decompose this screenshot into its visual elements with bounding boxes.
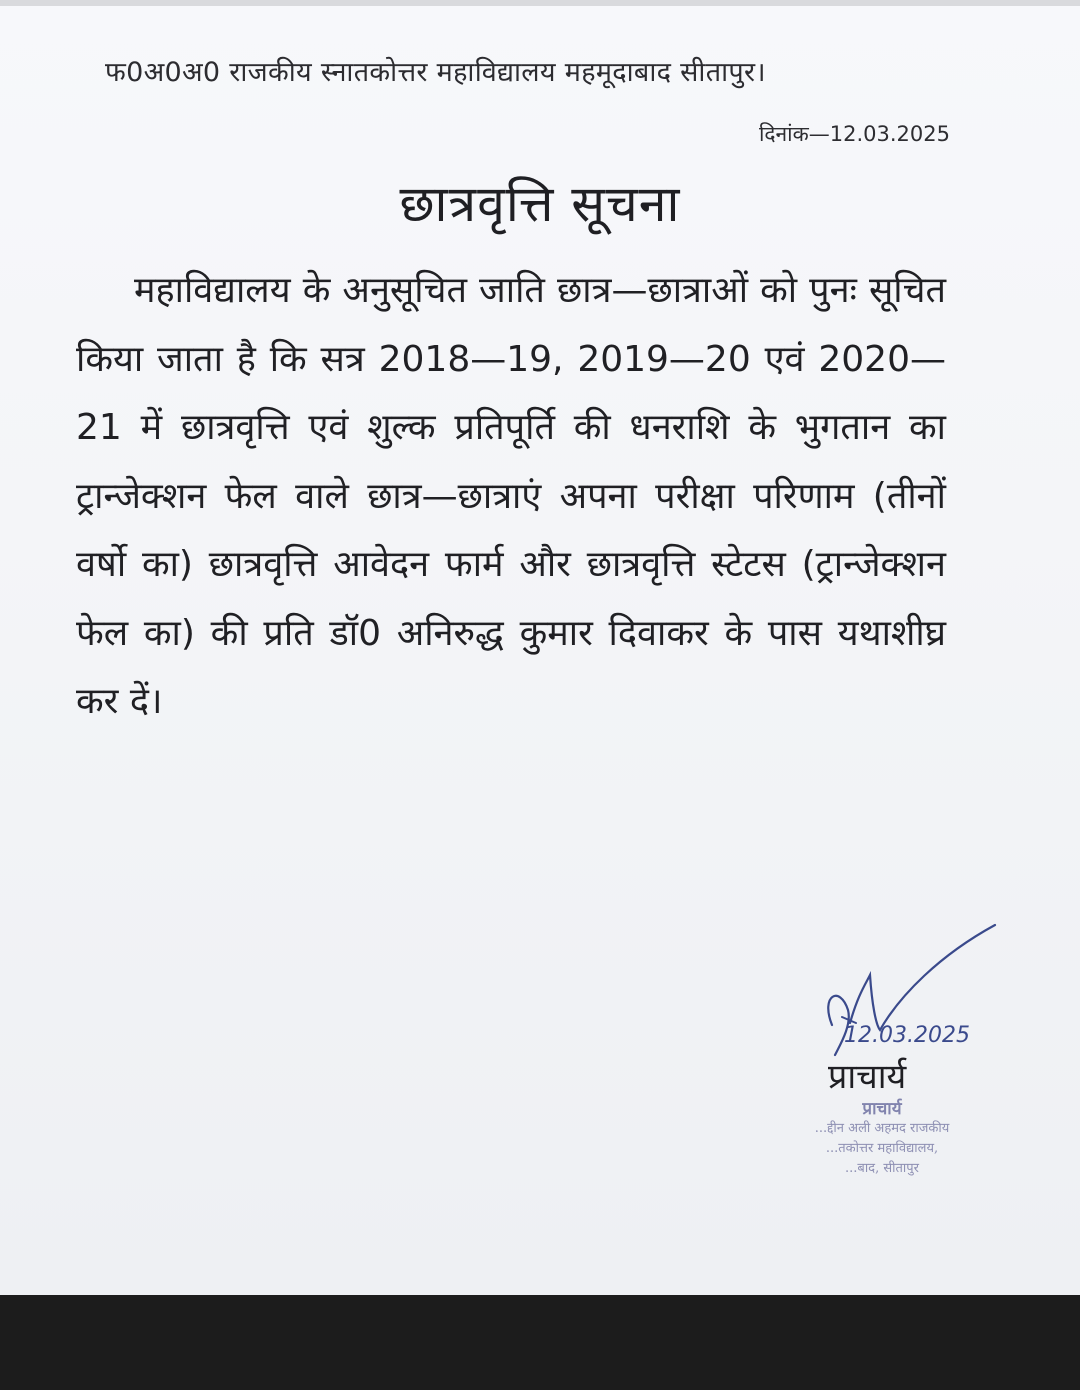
handwritten-date: 12.03.2025	[844, 1023, 970, 1048]
stamp-line: ...द्दीन अली अहमद राजकीय	[814, 1121, 950, 1136]
notice-body: महाविद्यालय के अनुसूचित जाति छात्र—छात्राओं को पुनः सूचित किया जाता है कि सत्र 2018—19, 2019—20 एवं 2020—21 में छात्रवृत्ति एवं शुल्क प्रतिपूर्ति की धनराशि के भुगतान का ट्रान्जेक्शन फेल वाले छात्र—छात्राएं अपना परीक्षा परिणाम (तीनों वर्षो का) छात्रवृत्ति आवेदन फार्म और छात्रवृत्ति स्टेटस (ट्रान्जेक्शन फेल का) की प्रति डॉ0 अनिरुद्ध कुमार दिवाकर के पास यथाशीघ्र कर दें।	[76, 270, 946, 722]
college-name: फ0अ0अ0 राजकीय स्नातकोत्तर महाविद्यालय महमूदाबाद सीतापुर।	[105, 57, 766, 88]
stamp-line: ...बाद, सीतापुर	[845, 1161, 919, 1176]
page-edge	[0, 0, 1080, 6]
stamp-line: ...तकोत्तर महाविद्यालय,	[825, 1141, 939, 1156]
handwritten-signature	[810, 915, 1050, 1065]
notice-title: छात्रवृत्ति सूचना	[399, 175, 681, 233]
stamp-title: प्राचार्य	[862, 1099, 902, 1119]
principal-stamp	[762, 1096, 1002, 1179]
principal-designation: प्राचार्य	[828, 1057, 907, 1097]
notice-date: दिनांक—12.03.2025	[758, 122, 950, 146]
